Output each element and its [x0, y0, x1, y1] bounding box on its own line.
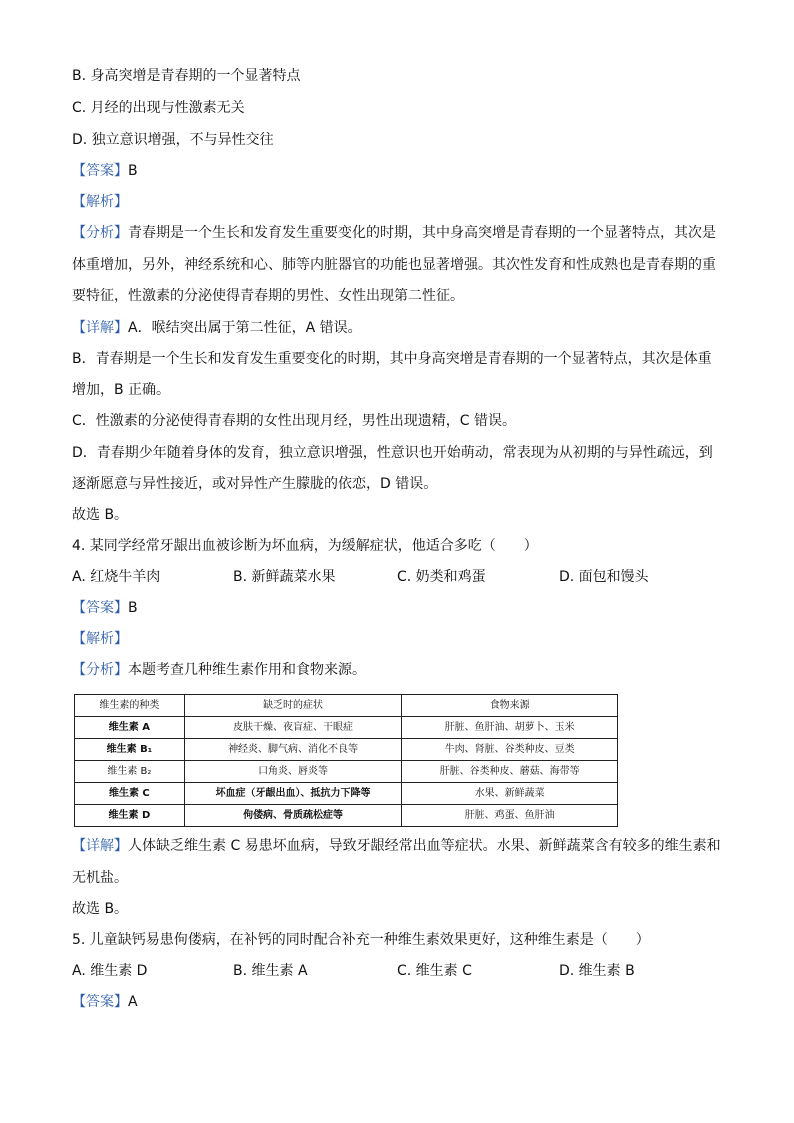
analysis-heading-2 — [72, 629, 732, 649]
fenxi-tag: 【分析】 — [72, 225, 128, 241]
question-4-option-a: A. 红烧牛羊肉 — [72, 569, 161, 585]
analysis-tag: 【解析】 — [72, 194, 128, 210]
table-row — [75, 739, 618, 761]
question-4-option-d: D. 面包和馒头 — [559, 569, 649, 585]
table-cell: 佝偻病、骨质疏松症等 — [184, 805, 402, 827]
table-cell: 肝脏、鱼肝油、胡萝卜、玉米 — [402, 717, 618, 739]
xiangjie-line-8: 无机盐。 — [72, 870, 128, 886]
answer-tag: 【答案】 — [72, 163, 128, 179]
table-cell: 肝脏、鸡蛋、鱼肝油 — [402, 805, 618, 827]
table-row — [75, 717, 618, 739]
table-cell: 维生素 B₂ — [75, 761, 185, 783]
fenxi-line-3: 要特征，性激素的分泌使得青春期的男性、女性出现第二性征。 — [72, 288, 464, 304]
answer-value: B — [128, 163, 138, 179]
xiangjie-text: 人体缺乏维生素 C 易患坏血病，导致牙龈经常出血等症状。水果、新鲜蔬菜含有较多的维生素和 — [128, 838, 721, 854]
fenxi-tag: 【分析】 — [72, 662, 128, 678]
vitamin-table — [74, 694, 618, 827]
answer-value: A — [128, 994, 138, 1010]
answer-value: B — [128, 600, 138, 616]
answer-line-1 — [72, 161, 732, 181]
option-c-text: C. 月经的出现与性激素无关 — [72, 100, 245, 116]
question-4-option-b: B. 新鲜蔬菜水果 — [233, 569, 336, 585]
question-5-option-a: A. 维生素 D — [72, 963, 148, 979]
table-cell: 牛肉、肾脏、谷类种皮、豆类 — [402, 739, 618, 761]
table-cell: 肝脏、谷类种皮、蘑菇、海带等 — [402, 761, 618, 783]
xiangjie-tag: 【详解】 — [72, 320, 128, 336]
table-header-cell: 维生素的种类 — [75, 695, 185, 717]
table-header-cell: 缺乏时的症状 — [184, 695, 402, 717]
xiangjie-line-1 — [72, 318, 732, 338]
table-header-row — [75, 695, 618, 717]
fenxi-text: 本题考查几种维生素作用和食物来源。 — [128, 662, 366, 678]
analysis-heading-1 — [72, 192, 732, 212]
table-row — [75, 761, 618, 783]
fenxi-line-4 — [72, 660, 732, 680]
question-5: 5. 儿童缺钙易患佝偻病，在补钙的同时配合补充一种维生素效果更好，这种维生素是（ ） — [72, 932, 650, 948]
conclusion-line-1: 故选 B。 — [72, 507, 129, 523]
table-cell: 维生素 B₁ — [75, 739, 185, 761]
table-cell: 神经炎、脚气病、消化不良等 — [184, 739, 402, 761]
table-header-cell: 食物来源 — [402, 695, 618, 717]
table-cell: 维生素 D — [75, 805, 185, 827]
xiangjie-line-7 — [72, 836, 732, 856]
table-row — [75, 783, 618, 805]
xiangjie-line-4: C．性激素的分泌使得青春期的女性出现月经，男性出现遗精，C 错误。 — [72, 413, 516, 429]
table-cell: 水果、新鲜蔬菜 — [402, 783, 618, 805]
xiangjie-line-2: B．青春期是一个生长和发育发生重要变化的时期，其中身高突增是青春期的一个显著特点，其次是体重 — [72, 351, 712, 367]
analysis-tag: 【解析】 — [72, 631, 128, 647]
xiangjie-line-5: D．青春期少年随着身体的发育，独立意识增强，性意识也开始萌动，常表现为从初期的与异性疏远，到 — [72, 445, 713, 461]
answer-tag: 【答案】 — [72, 600, 128, 616]
question-4-option-c: C. 奶类和鸡蛋 — [397, 569, 486, 585]
answer-tag: 【答案】 — [72, 994, 128, 1010]
fenxi-line-2: 体重增加，另外，神经系统和心、肺等内脏器官的功能也显著增强。其次性发育和性成熟也是青春期的重 — [72, 257, 716, 273]
answer-line-2 — [72, 598, 732, 618]
xiangjie-tag: 【详解】 — [72, 838, 128, 854]
question-5-option-d: D. 维生素 B — [559, 963, 635, 979]
option-b-text: B. 身高突增是青春期的一个显著特点 — [72, 68, 301, 84]
table-cell: 皮肤干燥、夜盲症、干眼症 — [184, 717, 402, 739]
xiangjie-text: A．喉结突出属于第二性征，A 错误。 — [128, 320, 362, 336]
table-cell: 维生素 A — [75, 717, 185, 739]
question-5-option-b: B. 维生素 A — [233, 963, 308, 979]
conclusion-line-2: 故选 B。 — [72, 901, 129, 917]
xiangjie-line-3: 增加，B 正确。 — [72, 382, 171, 398]
table-cell: 口角炎、唇炎等 — [184, 761, 402, 783]
table-cell: 坏血症（牙龈出血）、抵抗力下降等 — [184, 783, 402, 805]
question-4: 4. 某同学经常牙龈出血被诊断为坏血病，为缓解症状，他适合多吃（ ） — [72, 538, 538, 554]
table-cell: 维生素 C — [75, 783, 185, 805]
fenxi-line-1 — [72, 223, 732, 243]
question-5-option-c: C. 维生素 C — [397, 963, 472, 979]
xiangjie-line-6: 逐渐愿意与异性接近，或对异性产生朦胧的依恋，D 错误。 — [72, 476, 438, 492]
answer-line-3 — [72, 992, 732, 1012]
fenxi-text: 青春期是一个生长和发育发生重要变化的时期，其中身高突增是青春期的一个显著特点，其次是 — [128, 225, 716, 241]
table-row — [75, 805, 618, 827]
option-d-text: D. 独立意识增强，不与异性交往 — [72, 132, 274, 148]
